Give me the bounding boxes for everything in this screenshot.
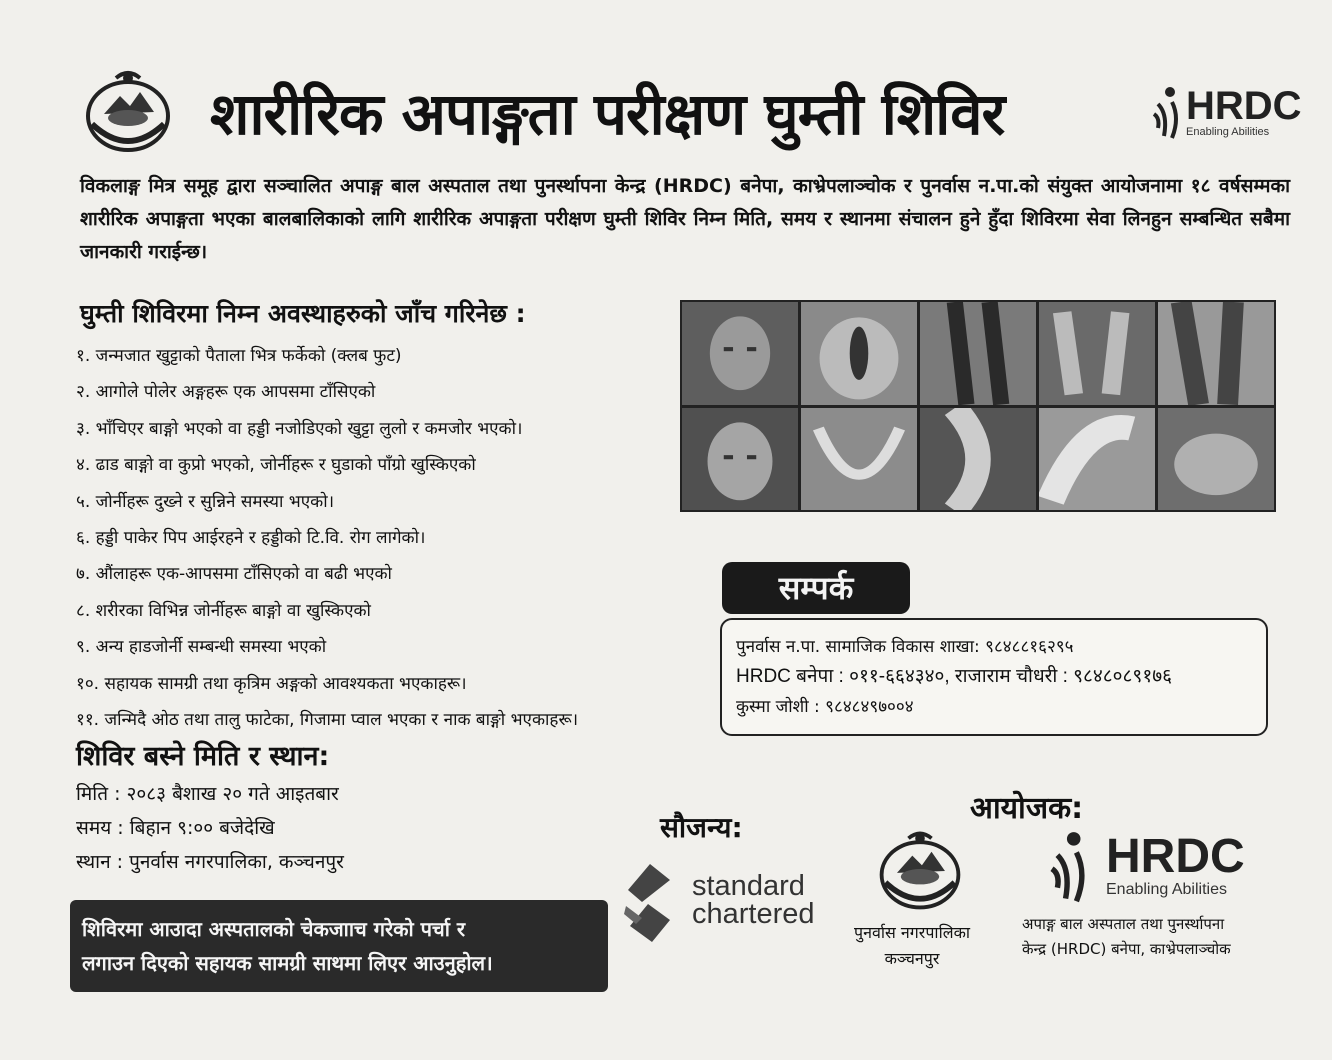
standard-chartered-logo-icon	[622, 862, 676, 944]
contact-badge: सम्पर्क	[722, 562, 910, 614]
list-item: १०. सहायक सामग्री तथा कृत्रिम अङ्गको आवश्यकता भएकाहरू।	[76, 673, 467, 694]
hrdc-figure-icon	[1150, 84, 1186, 140]
organizer-municipality	[842, 920, 982, 972]
sponsor-name-line2: chartered	[692, 898, 815, 930]
schedule-heading: शिविर बस्ने मिति र स्थान:	[76, 741, 330, 772]
sponsor-name	[692, 872, 815, 928]
nepal-emblem-icon	[78, 66, 178, 156]
photo-arm	[1039, 408, 1155, 511]
photo-jaw	[801, 408, 917, 511]
contact-line: HRDC बनेपा : ०११-६६४३४०, राजाराम चौधरी : ९८४८०८९१७६	[736, 666, 1172, 687]
photo-face	[682, 302, 798, 405]
photo-legs	[920, 302, 1036, 405]
intro-paragraph: विकलाङ्ग मित्र समूह द्वारा सञ्चालित अपाङ्ग बाल अस्पताल तथा पुनर्स्थापना केन्द्र (HRDC) बनेपा, काभ्रेपलाञ्चोक र पुनर्वास न.पा.को संयुक्त आयोजनामा १८ वर्षसम्मका शारीरिक अपाङ्गता भएका बालबालिकाको लागि शारीरिक अपाङ्गता परीक्षण घुम्ती शिविर निम्न मिति, समय र स्थानमा संचालन हुने हुँदा शिविरमा सेवा लिनहुन सम्बन्धित सबैमा जानकारी गराईन्छ।	[80, 175, 1290, 263]
conditions-list	[76, 338, 578, 738]
list-item: ४. ढाड बाङ्गो वा कुप्रो भएको, जोर्नीहरू र घुडाको पाँग्रो खुस्किएको	[76, 455, 476, 476]
schedule-place: स्थान : पुनर्वास नगरपालिका, कञ्चनपुर	[76, 851, 344, 873]
list-item: ३. भाँचिएर बाङ्गो भएको वा हड्डी नजोडिएको खुट्टा लुलो र कमजोर भएको।	[76, 418, 523, 439]
photo-hand	[1158, 408, 1274, 511]
organizer-hrdc-line1: अपाङ्ग बाल अस्पताल तथा पुनर्स्थापना	[1022, 915, 1225, 933]
organizer-municipality-name: पुनर्वास नगरपालिका	[854, 923, 970, 942]
organizer-municipality-district: कञ्चनपुर	[884, 949, 940, 968]
organizer-hrdc-line2: केन्द्र (HRDC) बनेपा, काभ्रेपलाञ्चोक	[1022, 940, 1231, 958]
notice-line: लगाउन दिएको सहायक सामग्री साथमा लिएर आउनुहोल।	[82, 951, 493, 975]
photo-knee	[1158, 302, 1274, 405]
hrdc-logo-tagline: Enabling Abilities	[1186, 126, 1270, 138]
sponsor-name-line1: standard	[692, 870, 805, 902]
hrdc-logo-text: HRDC	[1106, 830, 1245, 883]
sponsor-label: सौजन्य:	[660, 811, 743, 844]
photo-cleft-palate	[801, 302, 917, 405]
conditions-heading: घुम्ती शिविरमा निम्न अवस्थाहरुको जाँच गरिनेछ :	[80, 299, 526, 328]
photo-feet	[1039, 302, 1155, 405]
condition-photo-collage	[680, 300, 1276, 512]
contact-box	[720, 618, 1268, 736]
list-item: ७. औंलाहरू एक-आपसमा टाँसिएको वा बढी भएको	[76, 564, 392, 585]
schedule-time: समय : बिहान ९:०० बजेदेखि	[76, 817, 275, 839]
list-item: ५. जोर्नीहरू दुख्ने र सुन्निने समस्या भएको।	[76, 491, 335, 512]
list-item: ९. अन्य हाडजोर्नी सम्बन्धी समस्या भएको	[76, 637, 327, 658]
hrdc-logo-text: HRDC	[1186, 84, 1302, 128]
list-item: ८. शरीरका विभिन्न जोर्नीहरू बाङ्गो वा खुस्किएको	[76, 600, 371, 621]
notice-line: शिविरमा आउादा अस्पतालको चेकजााच गरेको पर्चा र	[82, 917, 466, 941]
hrdc-logo-tagline: Enabling Abilities	[1106, 881, 1227, 898]
photo-leg-deformity	[920, 408, 1036, 511]
nepal-emblem-icon	[872, 826, 968, 914]
list-item: १. जन्मजात खुट्टाको पैताला भित्र फर्केको (क्लब फुट)	[76, 346, 402, 366]
page-title: शारीरिक अपाङ्गता परीक्षण घुम्ती शिविर	[210, 80, 1005, 148]
schedule-date: मिति : २०८३ बैशाख २० गते आइतबार	[76, 783, 339, 805]
contact-line: पुनर्वास न.पा. सामाजिक विकास शाखा: ९८४८८१६२९५	[736, 637, 1074, 657]
list-item: २. आगोले पोलेर अङ्गहरू एक आपसमा टाँसिएको	[76, 382, 376, 403]
contact-line: कुस्मा जोशी : ९८४८४९७००४	[736, 697, 914, 717]
list-item: ११. जन्मिदै ओठ तथा तालु फाटेका, गिजामा प्वाल भएका र नाक बाङ्गो भएकाहरू।	[76, 710, 579, 731]
hrdc-logo-bottom	[1040, 828, 1245, 904]
organizer-hrdc	[1022, 912, 1282, 962]
hrdc-logo-top	[1150, 84, 1302, 140]
organizer-label: आयोजक:	[970, 791, 1084, 826]
hrdc-figure-icon	[1040, 828, 1102, 904]
list-item: ६. हड्डी पाकेर पिप आईरहने र हड्डीको टि.वि. रोग लागेको।	[76, 528, 426, 549]
photo-burn-face	[682, 408, 798, 511]
notice-banner	[70, 900, 608, 992]
